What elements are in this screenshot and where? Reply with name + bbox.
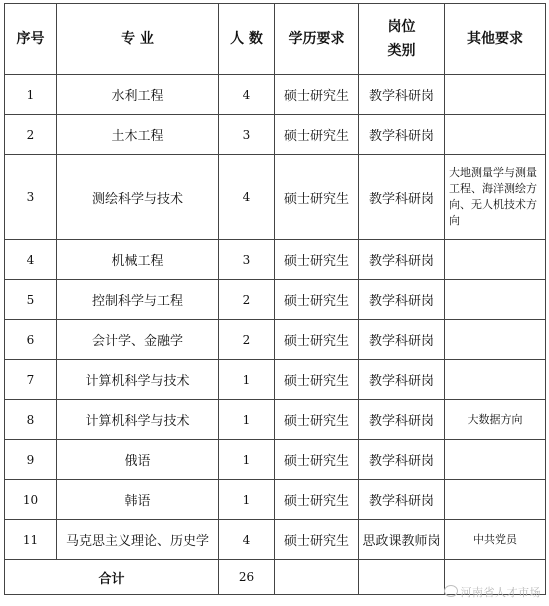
cell-index: 7 bbox=[5, 360, 57, 400]
cell-major: 控制科学与工程 bbox=[57, 280, 219, 320]
cell-degree: 硕士研究生 bbox=[275, 75, 359, 115]
weibo-icon bbox=[444, 585, 458, 597]
cell-empty bbox=[275, 560, 359, 595]
cell-count: 1 bbox=[219, 400, 275, 440]
cell-other: 大地测量学与测量工程、海洋测绘方向、无人机技术方向 bbox=[445, 155, 546, 240]
total-count: 26 bbox=[219, 560, 275, 595]
cell-other bbox=[445, 240, 546, 280]
cell-other bbox=[445, 115, 546, 155]
cell-other bbox=[445, 360, 546, 400]
cell-degree: 硕士研究生 bbox=[275, 440, 359, 480]
cell-count: 1 bbox=[219, 440, 275, 480]
recruitment-table bbox=[4, 3, 546, 595]
cell-major: 计算机科学与技术 bbox=[57, 400, 219, 440]
cell-empty bbox=[359, 560, 445, 595]
cell-post-type: 教学科研岗 bbox=[359, 360, 445, 400]
watermark-text: 河南省人才市场 bbox=[460, 586, 541, 599]
cell-degree: 硕士研究生 bbox=[275, 400, 359, 440]
cell-post-type: 教学科研岗 bbox=[359, 440, 445, 480]
cell-post-type: 教学科研岗 bbox=[359, 75, 445, 115]
cell-index: 8 bbox=[5, 400, 57, 440]
table-row bbox=[5, 115, 546, 155]
cell-index: 1 bbox=[5, 75, 57, 115]
table-row bbox=[5, 440, 546, 480]
cell-post-type: 教学科研岗 bbox=[359, 480, 445, 520]
cell-index: 5 bbox=[5, 280, 57, 320]
cell-index: 2 bbox=[5, 115, 57, 155]
cell-other bbox=[445, 320, 546, 360]
table-row bbox=[5, 520, 546, 560]
cell-count: 3 bbox=[219, 240, 275, 280]
table-row bbox=[5, 155, 546, 240]
cell-major: 韩语 bbox=[57, 480, 219, 520]
cell-degree: 硕士研究生 bbox=[275, 320, 359, 360]
cell-degree: 硕士研究生 bbox=[275, 240, 359, 280]
cell-major: 土木工程 bbox=[57, 115, 219, 155]
header-index: 序号 bbox=[5, 4, 57, 75]
cell-index: 10 bbox=[5, 480, 57, 520]
watermark bbox=[444, 584, 542, 600]
cell-index: 6 bbox=[5, 320, 57, 360]
table-row bbox=[5, 240, 546, 280]
table-header-row bbox=[5, 4, 546, 75]
cell-count: 2 bbox=[219, 280, 275, 320]
header-degree: 学历要求 bbox=[275, 4, 359, 75]
cell-major: 机械工程 bbox=[57, 240, 219, 280]
header-post-type-line1: 岗位 bbox=[387, 19, 416, 35]
cell-count: 4 bbox=[219, 75, 275, 115]
table-row bbox=[5, 360, 546, 400]
header-post-type-line2: 类别 bbox=[387, 43, 416, 59]
cell-count: 1 bbox=[219, 480, 275, 520]
cell-count: 4 bbox=[219, 520, 275, 560]
cell-major: 计算机科学与技术 bbox=[57, 360, 219, 400]
cell-major: 马克思主义理论、历史学 bbox=[57, 520, 219, 560]
header-post-type bbox=[359, 4, 445, 75]
table-row bbox=[5, 480, 546, 520]
cell-other: 大数据方向 bbox=[445, 400, 546, 440]
cell-index: 9 bbox=[5, 440, 57, 480]
cell-other: 中共党员 bbox=[445, 520, 546, 560]
cell-index: 4 bbox=[5, 240, 57, 280]
table-row bbox=[5, 280, 546, 320]
table-row bbox=[5, 400, 546, 440]
cell-degree: 硕士研究生 bbox=[275, 360, 359, 400]
cell-other bbox=[445, 280, 546, 320]
table-row bbox=[5, 75, 546, 115]
cell-post-type: 教学科研岗 bbox=[359, 240, 445, 280]
cell-post-type: 思政课教师岗 bbox=[359, 520, 445, 560]
cell-degree: 硕士研究生 bbox=[275, 520, 359, 560]
header-count: 人 数 bbox=[219, 4, 275, 75]
cell-major: 会计学、金融学 bbox=[57, 320, 219, 360]
cell-count: 4 bbox=[219, 155, 275, 240]
cell-index: 3 bbox=[5, 155, 57, 240]
cell-post-type: 教学科研岗 bbox=[359, 280, 445, 320]
table-row bbox=[5, 320, 546, 360]
header-major: 专 业 bbox=[57, 4, 219, 75]
cell-post-type: 教学科研岗 bbox=[359, 155, 445, 240]
cell-other bbox=[445, 480, 546, 520]
cell-major: 俄语 bbox=[57, 440, 219, 480]
cell-count: 1 bbox=[219, 360, 275, 400]
cell-post-type: 教学科研岗 bbox=[359, 115, 445, 155]
cell-degree: 硕士研究生 bbox=[275, 155, 359, 240]
cell-other bbox=[445, 75, 546, 115]
cell-count: 3 bbox=[219, 115, 275, 155]
cell-post-type: 教学科研岗 bbox=[359, 400, 445, 440]
cell-major: 测绘科学与技术 bbox=[57, 155, 219, 240]
cell-index: 11 bbox=[5, 520, 57, 560]
cell-degree: 硕士研究生 bbox=[275, 480, 359, 520]
total-label: 合计 bbox=[5, 560, 219, 595]
cell-other bbox=[445, 440, 546, 480]
cell-degree: 硕士研究生 bbox=[275, 280, 359, 320]
cell-count: 2 bbox=[219, 320, 275, 360]
header-other: 其他要求 bbox=[445, 4, 546, 75]
cell-degree: 硕士研究生 bbox=[275, 115, 359, 155]
cell-major: 水利工程 bbox=[57, 75, 219, 115]
cell-post-type: 教学科研岗 bbox=[359, 320, 445, 360]
